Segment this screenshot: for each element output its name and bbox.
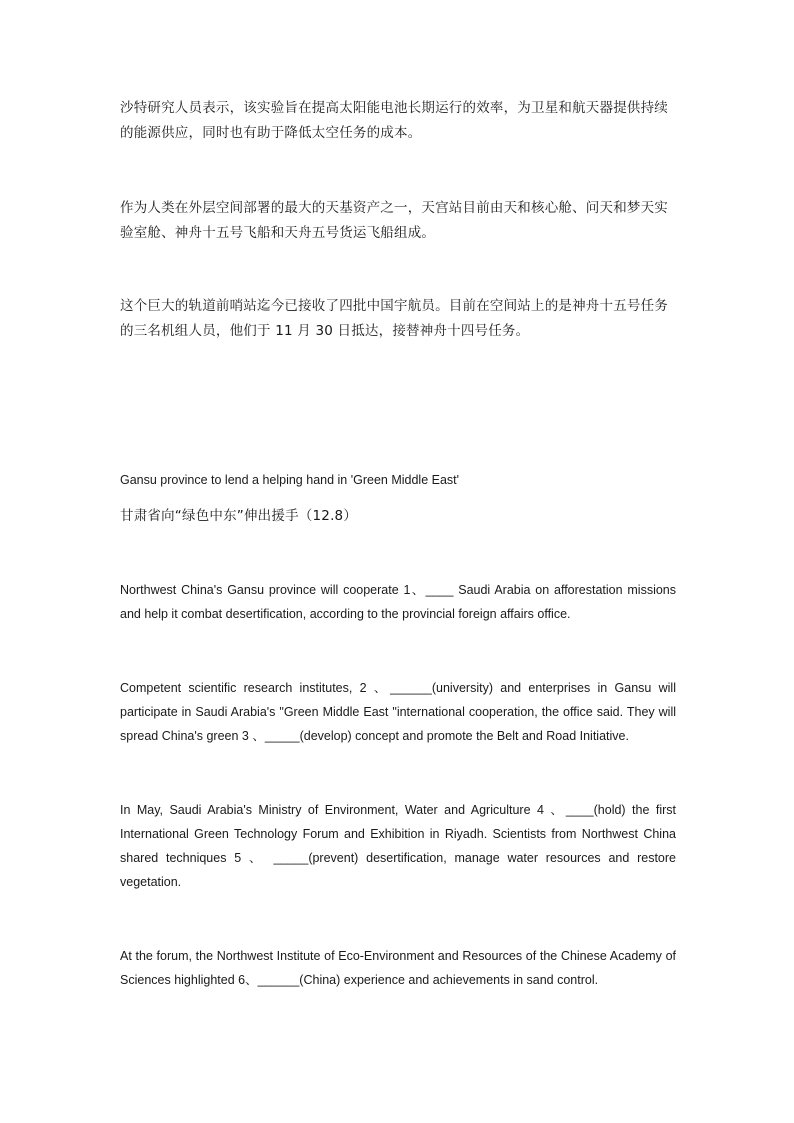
chinese-paragraph-astronauts: 这个巨大的轨道前哨站迄今已接收了四批中国宇航员。目前在空间站上的是神舟十五号任务的三名机组人员，他们于 11 月 30 日抵达，接替神舟十四号任务。 xyxy=(120,298,668,339)
chinese-paragraph-tiangong-station: 作为人类在外层空间部署的最大的天基资产之一，天宫站目前由天和核心舱、问天和梦天实验室舱、神舟十五号飞船和天舟五号货运飞船组成。 xyxy=(120,200,668,241)
english-paragraph-1: Northwest China's Gansu province will cooperate 1、____ Saudi Arabia on afforestation missions and help it combat desertification, according to the provincial foreign affairs office. xyxy=(120,583,676,621)
article-title-english: Gansu province to lend a helping hand in 'Green Middle East' xyxy=(120,473,460,487)
english-paragraph-3: In May, Saudi Arabia's Ministry of Environment, Water and Agriculture 4 、____(hold) the first International Green Technology Forum and Exhibition in Riyadh. Scientists from Northwest China shared techniques 5 、 _____(prevent) desertification, manage water resources and restore vegetation. xyxy=(120,803,676,889)
chinese-paragraph-solar-cell: 沙特研究人员表示，该实验旨在提高太阳能电池长期运行的效率，为卫星和航天器提供持续的能源供应，同时也有助于降低太空任务的成本。 xyxy=(120,100,668,141)
english-paragraph-2: Competent scientific research institutes, 2 、______(university) and enterprises in Gansu will participate in Saudi Arabia's "Green Middle East "international cooperation, the office said. They will spread China's green 3 、_____(develop) concept and promote the Belt and Road Initiative. xyxy=(120,681,676,743)
article-title-chinese: 甘肃省向“绿色中东”伸出援手（12.8） xyxy=(120,508,358,524)
english-paragraph-4: At the forum, the Northwest Institute of Eco-Environment and Resources of the Chinese Academy of Sciences highlighted 6、______(China) experience and achievements in sand control. xyxy=(120,949,676,987)
